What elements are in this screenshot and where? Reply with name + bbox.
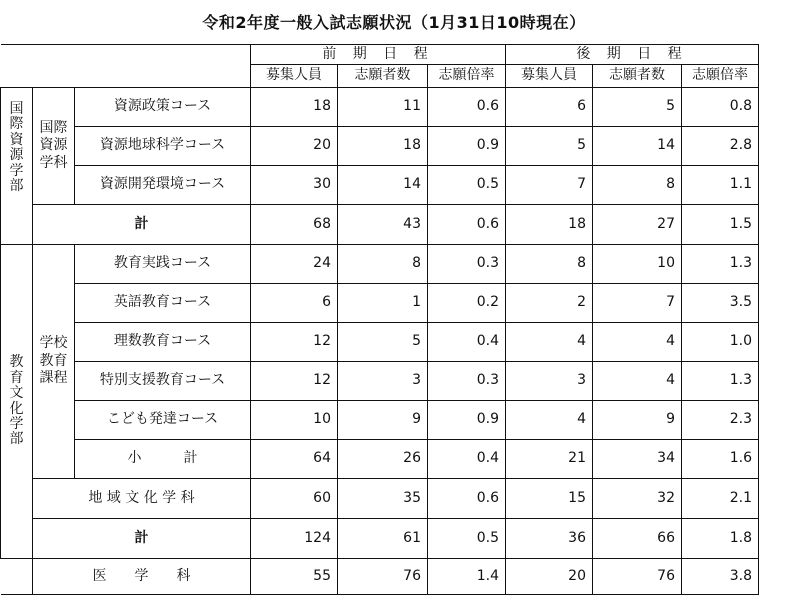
cell: 5: [506, 127, 593, 166]
cell: 15: [506, 479, 593, 519]
cell: 4: [506, 323, 593, 362]
header-first-period: 前 期 日 程: [251, 45, 506, 65]
dept-label-kokusai: [33, 88, 75, 205]
cell: 1.3: [682, 245, 759, 284]
cell: 0.3: [428, 362, 506, 401]
cell: 3.5: [682, 284, 759, 323]
course-name: 英語教育コース: [75, 284, 251, 323]
faculty-char: 学: [9, 415, 24, 432]
cell: 10: [251, 401, 338, 440]
table-row: [1, 88, 759, 127]
cell: 0.4: [428, 440, 506, 479]
col-header: 志願者数: [338, 65, 428, 88]
cell: 0.9: [428, 127, 506, 166]
course-name: 教育実践コース: [75, 245, 251, 284]
faculty-label-kokusai: [1, 88, 33, 245]
cell: 18: [506, 205, 593, 245]
cell: 1: [338, 284, 428, 323]
cell: 4: [593, 323, 682, 362]
cell: 20: [251, 127, 338, 166]
dept-name: 医 学 科: [33, 559, 251, 595]
cell: 20: [506, 559, 593, 595]
faculty-char: 国: [9, 101, 24, 117]
dept-char: 課程: [39, 370, 68, 387]
cell: 4: [593, 362, 682, 401]
cell: 1.3: [682, 362, 759, 401]
cell: 9: [338, 401, 428, 440]
dept-name: 地 域 文 化 学 科: [33, 479, 251, 519]
cell: 1.5: [682, 205, 759, 245]
col-header: 募集人員: [251, 65, 338, 88]
cell: 7: [506, 166, 593, 205]
table-row: [1, 245, 759, 284]
cell: 2.8: [682, 127, 759, 166]
cell: 1.6: [682, 440, 759, 479]
table-row: [1, 166, 759, 205]
total-label: 計: [33, 519, 251, 559]
cell: 64: [251, 440, 338, 479]
table-row: [1, 362, 759, 401]
cell: 55: [251, 559, 338, 595]
cell: 26: [338, 440, 428, 479]
cell: 11: [338, 88, 428, 127]
cell: 5: [593, 88, 682, 127]
header-blank: [1, 45, 251, 88]
faculty-label-kyoiku: [1, 245, 33, 559]
cell: 0.9: [428, 401, 506, 440]
cell: 4: [506, 401, 593, 440]
cell: 76: [593, 559, 682, 595]
cell: 10: [593, 245, 682, 284]
cell: 124: [251, 519, 338, 559]
cell: 8: [593, 166, 682, 205]
dept-char: 学校: [39, 335, 68, 352]
table-row: [1, 559, 759, 595]
dept-char: 国際: [39, 119, 68, 136]
dept-char: 教育: [39, 352, 68, 369]
faculty-char: 資: [9, 131, 24, 148]
course-name: こども発達コース: [75, 401, 251, 440]
cell: 8: [338, 245, 428, 284]
cell: 3: [338, 362, 428, 401]
cell: 0.8: [682, 88, 759, 127]
cell: 1.4: [428, 559, 506, 595]
cell: 66: [593, 519, 682, 559]
course-name: 資源開発環境コース: [75, 166, 251, 205]
cell: 9: [593, 401, 682, 440]
faculty-char: 部: [9, 431, 24, 448]
cell: 18: [251, 88, 338, 127]
cell: 30: [251, 166, 338, 205]
cell: 0.5: [428, 166, 506, 205]
cell: 35: [338, 479, 428, 519]
total-row: [1, 519, 759, 559]
cell: 12: [251, 323, 338, 362]
cell: 21: [506, 440, 593, 479]
cell: 2: [506, 284, 593, 323]
cell: 6: [251, 284, 338, 323]
page-title: 令和2年度一般入試志願状況（1月31日10時現在）: [202, 13, 586, 32]
table-row: [1, 323, 759, 362]
faculty-char: 源: [9, 147, 24, 164]
cell: 0.6: [428, 479, 506, 519]
table-row: [1, 401, 759, 440]
total-label: 計: [33, 205, 251, 245]
dept-char: 資源: [39, 137, 68, 154]
cell: 14: [593, 127, 682, 166]
header-second-period: 後 期 日 程: [506, 45, 759, 65]
dept-char: 学科: [39, 154, 68, 171]
faculty-char: 部: [9, 177, 24, 194]
table-row: [1, 127, 759, 166]
cell: 3: [506, 362, 593, 401]
cell: 27: [593, 205, 682, 245]
cell: 0.4: [428, 323, 506, 362]
cell: 1.1: [682, 166, 759, 205]
cell: 1.0: [682, 323, 759, 362]
col-header: 志願倍率: [682, 65, 759, 88]
cell: 5: [338, 323, 428, 362]
cell: 0.5: [428, 519, 506, 559]
col-header: 志願者数: [593, 65, 682, 88]
total-row: [1, 205, 759, 245]
cell: 8: [506, 245, 593, 284]
cell: 0.2: [428, 284, 506, 323]
dept-label-kyoiku: [33, 245, 75, 479]
table-row: [1, 284, 759, 323]
course-name: 資源政策コース: [75, 88, 251, 127]
subtotal-label: 小 計: [75, 440, 251, 479]
faculty-char: 教: [9, 354, 24, 371]
cell: 3.8: [682, 559, 759, 595]
faculty-char: 育: [9, 369, 24, 386]
cell: 43: [338, 205, 428, 245]
cell: 0.6: [428, 88, 506, 127]
faculty-char: 際: [9, 116, 24, 133]
cell: 61: [338, 519, 428, 559]
cell: 12: [251, 362, 338, 401]
cell: 2.1: [682, 479, 759, 519]
col-header: 志願倍率: [428, 65, 506, 88]
course-name: 理数教育コース: [75, 323, 251, 362]
course-name: 資源地球科学コース: [75, 127, 251, 166]
cell: 24: [251, 245, 338, 284]
cell: 6: [506, 88, 593, 127]
cell: 60: [251, 479, 338, 519]
cell: 2.3: [682, 401, 759, 440]
cell: 18: [338, 127, 428, 166]
application-status-table: [0, 44, 759, 595]
header-row-top: [1, 45, 759, 65]
cell: 32: [593, 479, 682, 519]
cell: 14: [338, 166, 428, 205]
col-header: 募集人員: [506, 65, 593, 88]
subtotal-row: [1, 440, 759, 479]
cell: 1.8: [682, 519, 759, 559]
faculty-char: 化: [9, 400, 24, 417]
faculty-char: 学: [9, 162, 24, 179]
course-name: 特別支援教育コース: [75, 362, 251, 401]
cell: 7: [593, 284, 682, 323]
cell: 68: [251, 205, 338, 245]
table-row: [1, 479, 759, 519]
cell: 76: [338, 559, 428, 595]
faculty-char: 文: [9, 385, 24, 402]
cell: 0.3: [428, 245, 506, 284]
cell: 36: [506, 519, 593, 559]
cell: 34: [593, 440, 682, 479]
blank-cell: [1, 559, 33, 595]
cell: 0.6: [428, 205, 506, 245]
